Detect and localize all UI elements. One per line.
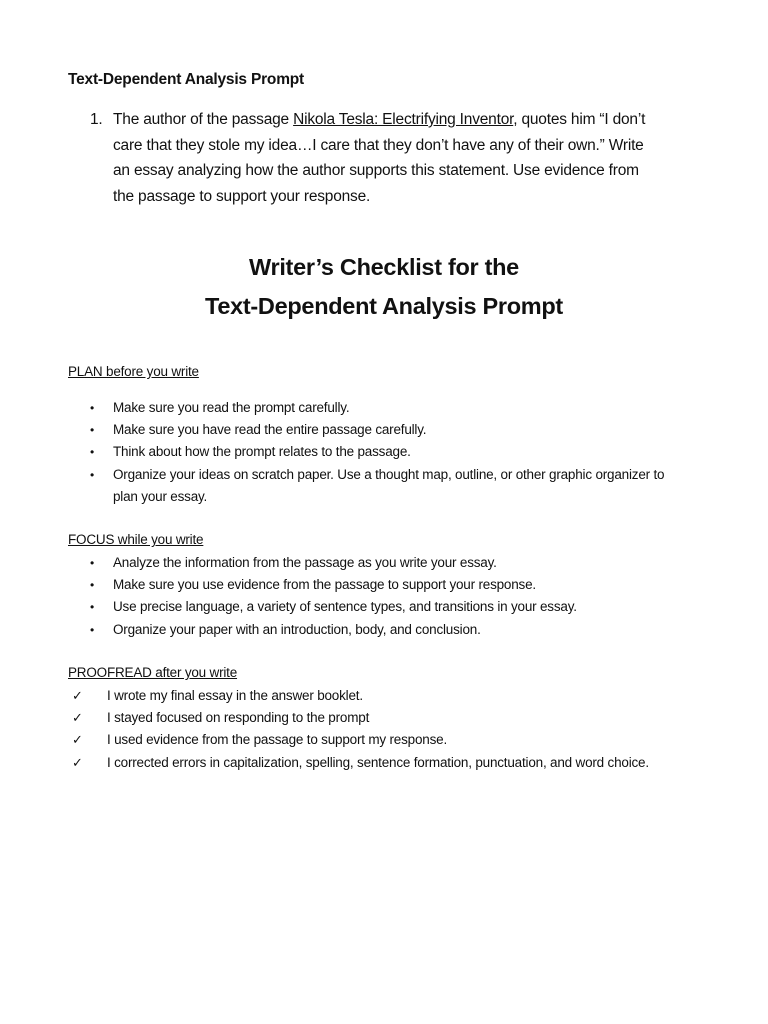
focus-heading: FOCUS while you write [68, 532, 204, 547]
bullet-icon: • [90, 467, 95, 482]
checkmark-icon: ✓ [72, 732, 83, 748]
prompt-line-3: an essay analyzing how the author supports this statement. Use evidence from [113, 162, 639, 179]
checkmark-icon: ✓ [72, 754, 83, 770]
proofread-heading: PROOFREAD after you write [68, 665, 238, 680]
checkmark-icon: ✓ [72, 688, 83, 703]
list-item-text: Make sure you use evidence from the passage to support your response. [113, 577, 536, 593]
bullet-icon: • [90, 445, 95, 460]
prompt-line-4: the passage to support your response. [113, 187, 371, 205]
plan-heading: PLAN before you write [68, 364, 199, 379]
proofread-list [68, 685, 688, 774]
list-item-text: Make sure you have read the entire passage carefully. [113, 422, 427, 438]
list-item-text: I used evidence from the passage to support my response. [107, 732, 447, 748]
list-item-text: Organize your ideas on scratch paper. Use a thought map, outline, or other graphic organizer to plan your essay. [113, 466, 665, 504]
checklist-title [0, 248, 768, 326]
list-item [68, 729, 688, 751]
list-item-text: Make sure you read the prompt carefully. [113, 400, 350, 415]
prompt-line-1-pre: The author of the passage [113, 111, 294, 128]
list-item-text: I corrected errors in capitalization, spelling, sentence formation, punctuation, and word choice. [107, 754, 649, 770]
list-item [88, 441, 688, 463]
bullet-icon: • [90, 401, 95, 415]
checklist-title-line-1: Writer’s Checklist for the [249, 254, 519, 280]
list-item [68, 752, 688, 774]
bullet-icon: • [90, 600, 95, 615]
list-item [68, 685, 688, 707]
list-item-text: I stayed focused on responding to the prompt [107, 710, 370, 726]
list-item [88, 419, 688, 441]
prompt-item-number: 1. [90, 111, 103, 128]
bullet-icon: • [90, 423, 95, 438]
focus-list [88, 552, 688, 641]
passage-title: Nikola Tesla: Electrifying Inventor [293, 111, 514, 128]
prompt-line-2: care that they stole my idea…I care that they don’t have any of their own.” Write [113, 136, 644, 154]
checklist-title-line-2: Text-Dependent Analysis Prompt [205, 293, 563, 319]
list-item [88, 552, 688, 574]
list-item [88, 619, 688, 641]
plan-list [88, 397, 688, 508]
list-item [88, 464, 688, 508]
prompt-item [90, 107, 710, 209]
list-item-text: Analyze the information from the passage as you write your essay. [113, 555, 497, 570]
list-item [88, 574, 688, 596]
list-item [88, 397, 688, 419]
bullet-icon: • [90, 622, 95, 637]
prompt-list [90, 107, 710, 209]
bullet-icon: • [90, 556, 95, 570]
checkmark-icon: ✓ [72, 710, 83, 726]
list-item [68, 707, 688, 729]
prompt-heading: Text-Dependent Analysis Prompt [68, 71, 305, 88]
list-item-text: Use precise language, a variety of sentence types, and transitions in your essay. [113, 599, 577, 615]
prompt-line-1 [113, 111, 645, 128]
list-item-text: Organize your paper with an introduction, body, and conclusion. [113, 621, 481, 637]
list-item [88, 596, 688, 618]
prompt-line-1-post: , quotes him “I don’t [513, 111, 646, 128]
list-item-text: I wrote my final essay in the answer booklet. [107, 688, 363, 703]
list-item-text: Think about how the prompt relates to the passage. [113, 444, 411, 460]
bullet-icon: • [90, 578, 95, 593]
